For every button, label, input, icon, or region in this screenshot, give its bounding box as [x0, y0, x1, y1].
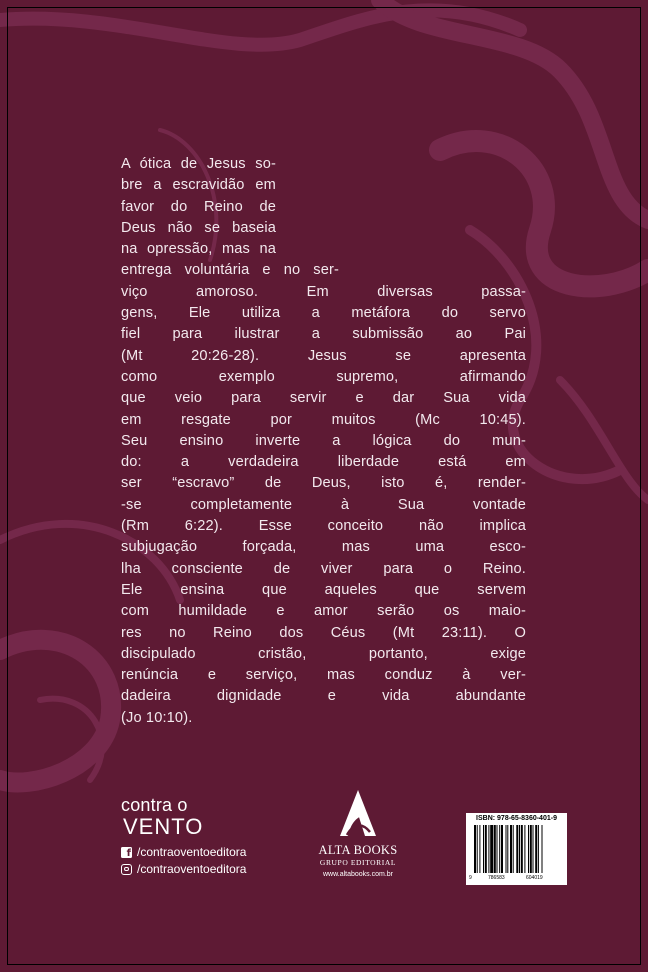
isbn-label: ISBN: 978-65-8360-401-9	[476, 815, 557, 822]
blurb-line: res no Reino dos Céus (Mt 23:11). O	[121, 624, 526, 641]
blurb-line: -se completamente à Sua vontade	[121, 496, 526, 513]
brand-name-bottom: VENTO	[123, 814, 204, 839]
barcode-digits-left: 9	[469, 875, 472, 881]
blurb-line: Deus não se baseia	[121, 219, 276, 236]
blurb-text	[121, 154, 526, 729]
contra-o-vento-logo	[121, 795, 203, 839]
blurb-line: lha consciente de viver para o Reino.	[121, 560, 526, 577]
publisher-subtitle: GRUPO EDITORIAL	[319, 858, 397, 867]
brand-name-top: contra o	[121, 795, 188, 815]
blurb-line: gens, Ele utiliza a metáfora do servo	[121, 305, 526, 322]
blurb-line: fiel para ilustrar a submissão ao Pai	[121, 326, 526, 343]
blurb-line: (Jo 10:10).	[121, 709, 193, 726]
barcode-digits-mid: 786583	[488, 875, 505, 881]
instagram-icon	[121, 864, 132, 875]
blurb-line: viço amoroso. Em diversas passa-	[121, 283, 526, 300]
alta-books-logo	[300, 788, 416, 878]
facebook-link[interactable]	[121, 845, 246, 859]
blurb-line: Seu ensino inverte a lógica do mun-	[121, 432, 526, 449]
blurb-line: (Rm 6:22). Esse conceito não implica	[121, 518, 526, 535]
blurb-line: subjugação forçada, mas uma esco-	[121, 539, 526, 556]
blurb-line: bre a escravidão em	[121, 177, 276, 194]
blurb-line: dadeira dignidade e vida abundante	[121, 688, 526, 705]
isbn-barcode	[466, 813, 567, 885]
blurb-line: em resgate por muitos (Mc 10:45).	[121, 411, 526, 428]
blurb-line: ser “escravo” de Deus, isto é, render-	[121, 475, 526, 492]
blurb-line: favor do Reino de	[121, 198, 276, 215]
barcode-icon	[474, 825, 560, 875]
barcode-digits-right: 604019	[526, 875, 543, 881]
blurb-line: que veio para servir e dar Sua vida	[121, 390, 526, 407]
blurb-line: na opressão, mas na	[121, 241, 276, 258]
publisher-name: ALTA BOOKS	[318, 843, 398, 857]
instagram-link[interactable]	[121, 862, 246, 876]
blurb-line: (Mt 20:26-28). Jesus se apresenta	[121, 347, 526, 364]
blurb-line: entrega voluntária e no ser-	[121, 262, 339, 279]
facebook-icon	[121, 847, 132, 858]
facebook-handle: /contraoventoeditora	[137, 845, 247, 859]
blurb-line: do: a verdadeira liberdade está em	[121, 454, 526, 471]
blurb-line: como exemplo supremo, afirmando	[121, 368, 526, 385]
publisher-url[interactable]: www.altabooks.com.br	[322, 871, 394, 878]
blurb-line: A ótica de Jesus so-	[121, 156, 276, 172]
blurb-line: renúncia e serviço, mas conduz à ver-	[121, 667, 526, 684]
alta-books-emblem-icon	[338, 788, 378, 838]
blurb-line: Ele ensina que aqueles que servem	[121, 581, 526, 598]
blurb-line: discipulado cristão, portanto, exige	[121, 645, 526, 662]
blurb-line: com humildade e amor serão os maio-	[121, 603, 526, 620]
instagram-handle: /contraoventoeditora	[137, 862, 247, 876]
